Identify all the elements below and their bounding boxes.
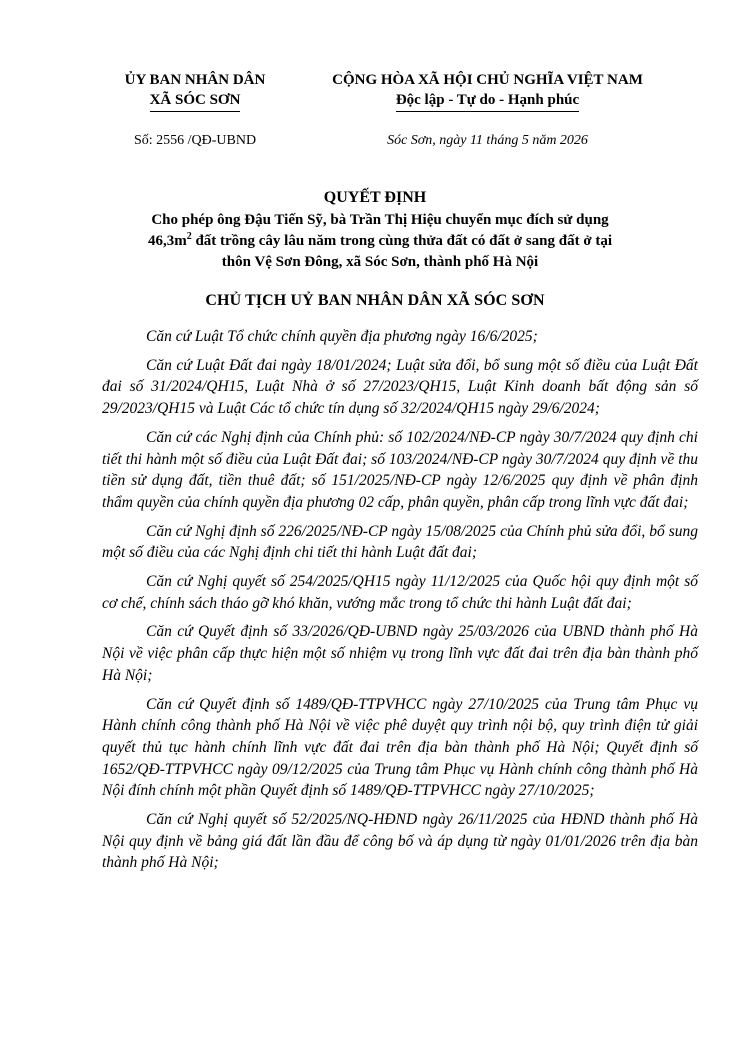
document-subtitle (110, 210, 650, 273)
subtitle-line2-text: đất trồng cây lâu năm trong cùng thửa đất có đất ở sang đất ở tại (191, 233, 613, 249)
legal-basis-section (102, 326, 698, 881)
legal-basis-paragraph: Căn cứ Nghị quyết số 254/2025/QH15 ngày 11/12/2025 của Quốc hội quy định một số cơ chế, chính sách tháo gỡ khó khăn, vướng mắc trong tổ chức thi hành Luật đất đai; (102, 573, 698, 612)
legal-basis-paragraph: Căn cứ Quyết định số 33/2026/QĐ-UBND ngày 25/03/2026 của UBND thành phố Hà Nội về việc phân cấp thực hiện một số nhiệm vụ trong lĩnh vực đất đai trên địa bàn thành phố Hà Nội; (102, 623, 698, 684)
issuing-authority-line1: ỦY BAN NHÂN DÂN (124, 72, 266, 88)
subtitle-line3: thôn Vệ Sơn Đông, xã Sóc Sơn, thành phố Hà Nội (221, 254, 539, 270)
signing-authority-heading: CHỦ TỊCH UỶ BAN NHÂN DÂN XÃ SÓC SƠN (205, 292, 545, 309)
issuing-authority (100, 70, 290, 112)
legal-basis-paragraph: Căn cứ các Nghị định của Chính phủ: số 102/2024/NĐ-CP ngày 30/7/2024 quy định chi tiết thi hành một số điều của Luật Đất đai; số 103/2024/NĐ-CP ngày 30/7/2024 quy định về thu tiền sử dụng đất, tiền thuê đất; số 151/2025/NĐ-CP ngày 12/6/2025 quy định về phân định thẩm quyền của chính quyền địa phương 02 cấp, phân quyền, phân cấp trong lĩnh vực đất đai; (102, 428, 698, 511)
legal-basis-paragraph: Căn cứ Luật Tổ chức chính quyền địa phương ngày 16/6/2025; (146, 328, 538, 345)
subtitle-line1: Cho phép ông Đậu Tiến Sỹ, bà Trần Thị Hiệu chuyển mục đích sử dụng (151, 212, 609, 228)
legal-basis-paragraph: Căn cứ Luật Đất đai ngày 18/01/2024; Luật sửa đổi, bổ sung một số điều của Luật Đất đai số 31/2024/QH15, Luật Nhà ở số 27/2023/QH15, Luật Kinh doanh bất động sản số 29/2023/QH15 và Luật Các tổ chức tín dụng số 32/2024/QH15 ngày 29/6/2024; (102, 356, 698, 418)
legal-basis-paragraph: Căn cứ Nghị định số 226/2025/NĐ-CP ngày 15/08/2025 của Chính phủ sửa đổi, bổ sung một số điều của các Nghị định chi tiết thi hành Luật đất đai; (102, 522, 698, 562)
national-motto (315, 70, 660, 112)
legal-basis-paragraph: Căn cứ Quyết định số 1489/QĐ-TTPVHCC ngày 27/10/2025 của Trung tâm Phục vụ Hành chính công thành phố Hà Nội về việc phê duyệt quy trình nội bộ, quy trình điện tử giải quyết thủ tục hành chính lĩnh vực đất đai trên địa bàn thành phố Hà Nội; Quyết định số 1652/QĐ-TTPVHCC ngày 09/12/2025 của Trung tâm Phục vụ Hành chính công thành phố Hà Nội đính chính một phần Quyết định số 1489/QĐ-TTPVHCC ngày 27/10/2025; (102, 695, 698, 800)
place-and-date: Sóc Sơn, ngày 11 tháng 5 năm 2026 (387, 133, 588, 148)
motto-line: Độc lập - Tự do - Hạnh phúc (396, 90, 579, 112)
issuing-authority-line2: XÃ SÓC SƠN (150, 90, 241, 112)
nation-name: CỘNG HÒA XÃ HỘI CHỦ NGHĨA VIỆT NAM (332, 72, 643, 88)
subtitle-line2 (110, 231, 650, 252)
legal-basis-paragraph: Căn cứ Nghị quyết số 52/2025/NQ-HĐND ngày 26/11/2025 của HĐND thành phố Hà Nội quy định về bảng giá đất lần đầu để công bố và áp dụng từ ngày 01/01/2026 trên địa bàn thành phố Hà Nội; (102, 811, 698, 872)
document-number: Số: 2556 /QĐ-UBND (133, 133, 257, 148)
document-title: QUYẾT ĐỊNH (323, 189, 427, 206)
subtitle-area-superscript: 2 (186, 231, 192, 242)
subtitle-area-value: 46,3m (147, 233, 187, 249)
